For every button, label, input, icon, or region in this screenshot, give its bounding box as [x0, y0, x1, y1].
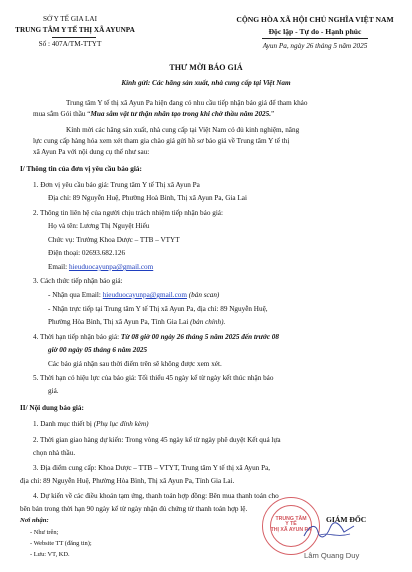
section-2-heading: II/ Nội dung báo giá:	[20, 404, 84, 412]
s1-item3-d	[48, 319, 225, 326]
recipient-1: - Như trên;	[30, 529, 59, 536]
deadline-label: 4. Thời hạn tiếp nhận báo giá:	[33, 333, 121, 341]
intro-line-3: Kính mời các hãng sản xuất, nhà cung cấp tại Việt Nam có đủ kinh nghiệm, năng	[66, 126, 300, 134]
document-title: THƯ MỜI BÁO GIÁ	[169, 63, 243, 72]
intro-line-5: xã Ayun Pa với nội dung cụ thể như sau:	[33, 148, 150, 156]
intro-line-2-suffix: ”	[271, 110, 275, 118]
nation-motto: Độc lập - Tự do - Hạnh phúc	[268, 27, 362, 36]
recipient-2: - Website TT (đăng tin);	[30, 540, 92, 547]
s2-item3-a: 3. Địa điểm cung cấp: Khoa Dược – TTB – VTYT, Trung tâm Y tế thị xã Ayun Pa,	[33, 464, 271, 472]
signer-title: GIÁM ĐỐC	[326, 515, 367, 524]
nation-title: CỘNG HÒA XÃ HỘI CHỦ NGHĨA VIỆT NAM	[236, 15, 394, 24]
signer-name: Lâm Quang Duy	[304, 551, 360, 560]
department-name: SỞ Y TẾ GIA LAI	[42, 15, 98, 23]
s2-item3-b: địa chỉ: 89 Nguyễn Huệ, Phường Hòa Bình, Thị xã Ayun Pa, Tỉnh Gia Lai.	[20, 477, 235, 485]
document-number: Số : 407A/TM-TTYT	[38, 40, 102, 48]
s2-item4-a: 4. Dự kiến về các điều khoản tạm ứng, thanh toán hợp đồng: Bên mua thanh toán cho	[33, 492, 279, 500]
s1-item1-a: 1. Đơn vị yêu cầu báo giá: Trung tâm Y tế Thị xã Ayun Pa	[33, 181, 200, 189]
issue-date: Ayun Pa, ngày 26 tháng 5 năm 2025	[262, 42, 368, 50]
handwritten-signature	[300, 520, 360, 542]
s1-item3-b	[48, 292, 219, 299]
motto-underline	[262, 38, 368, 39]
section-1-heading: I/ Thông tin của đơn vị yêu cầu báo giá:	[20, 165, 142, 173]
intro-line-4: lực cung cấp hàng hóa xem xét tham gia chào giá gửi hồ sơ báo giá về Trung tâm Y tế thị	[33, 137, 290, 145]
s2-item4-b: bên bán trong thời hạn 90 ngày kể từ ngày nhận đủ chứng từ thanh toán hợp lệ.	[20, 505, 248, 513]
s1-item5-b: giá.	[48, 387, 59, 395]
s1-item2-a: 2. Thông tin liên hệ của người chịu trách nhiệm tiếp nhận báo giá:	[33, 209, 223, 217]
s1-item3-c: - Nhận trực tiếp tại Trung tâm Y tế Thị xã Ayun Pa, địa chỉ: 89 Nguyễn Huệ,	[48, 305, 268, 313]
recipient-line: Kính gửi: Các hãng sản xuất, nhà cung cấp tại Việt Nam	[121, 79, 291, 87]
intro-line-2	[33, 111, 274, 118]
appendix-note: (Phụ lục đính kèm)	[93, 420, 149, 428]
email-label: Email:	[48, 263, 69, 271]
s1-item2-d: Điện thoại: 02693.682.126	[48, 249, 126, 257]
s1-item3-a: 3. Cách thức tiếp nhận báo giá:	[33, 277, 123, 285]
stamp-line-2: Y TẾ	[285, 521, 297, 528]
intro-line-2-prefix: mua sắm Gói thầu “	[33, 110, 91, 118]
s1-item4-b: giờ 00 ngày 05 tháng 6 năm 2025	[48, 346, 148, 354]
recipients-heading: Nơi nhận:	[20, 517, 49, 524]
email-receive-suffix: (bản scan)	[186, 291, 220, 299]
email-receive-link[interactable]: hieuduocayunpa@gmail.com	[102, 291, 187, 299]
s1-item1-b: Địa chỉ: 89 Nguyễn Huệ, Phường Hoà Bình, Thị xã Ayun Pa, Gia Lai	[48, 194, 247, 202]
center-name: TRUNG TÂM Y TẾ THỊ XÃ AYUNPA	[15, 26, 135, 34]
s2-item2-a: 2. Thời gian giao hàng dự kiến: Trong vòng 45 ngày kể từ ngày phê duyệt Kết quả lựa	[33, 436, 281, 444]
recipient-3: - Lưu: VT, KD.	[30, 551, 70, 558]
stamp-line-1: TRUNG TÂM	[275, 516, 307, 522]
s1-item5-a: 5. Thời hạn có hiệu lực của báo giá: Tối thiểu 45 ngày kể từ ngày kết thúc nhận báo	[33, 374, 274, 382]
s1-item4-a	[33, 334, 279, 341]
s1-item2-e	[48, 264, 153, 271]
intro-line-1: Trung tâm Y tế thị xã Ayun Pa hiện đang có nhu cầu tiếp nhận báo giá để tham khảo	[66, 99, 308, 107]
s1-item2-b: Họ và tên: Lương Thị Nguyệt Hiếu	[48, 222, 150, 230]
s1-item2-c: Chức vụ: Trưởng Khoa Dược – TTB – VTYT	[48, 236, 180, 244]
email-receive-prefix: - Nhận qua Email:	[48, 291, 103, 299]
center-underline	[52, 37, 96, 38]
deadline-value: Từ 08 giờ 00 ngày 26 tháng 5 năm 2025 đến trước 08	[120, 333, 279, 341]
direct-receive-note: (bản chính).	[190, 318, 226, 326]
s2-item2-b: chọn nhà thầu.	[33, 449, 76, 457]
s2-item1	[33, 421, 149, 428]
stamp-line-3: THỊ XÃ AYUN PA	[270, 526, 312, 533]
s1-item4-c: Các báo giá nhận sau thời điểm trên sẽ không được xem xét.	[48, 360, 222, 368]
email-link[interactable]: hieuduocayunpa@gmail.com	[68, 263, 154, 271]
direct-receive-address: Phường Hòa Bình, Thị xã Ayun Pa, Tỉnh Gia Lai	[48, 318, 191, 326]
equipment-list-label: 1. Danh mục thiết bị	[33, 420, 94, 428]
package-name: Mua sắm vật tư thận nhân tạo trong khi chờ thầu năm 2025.	[90, 110, 272, 118]
